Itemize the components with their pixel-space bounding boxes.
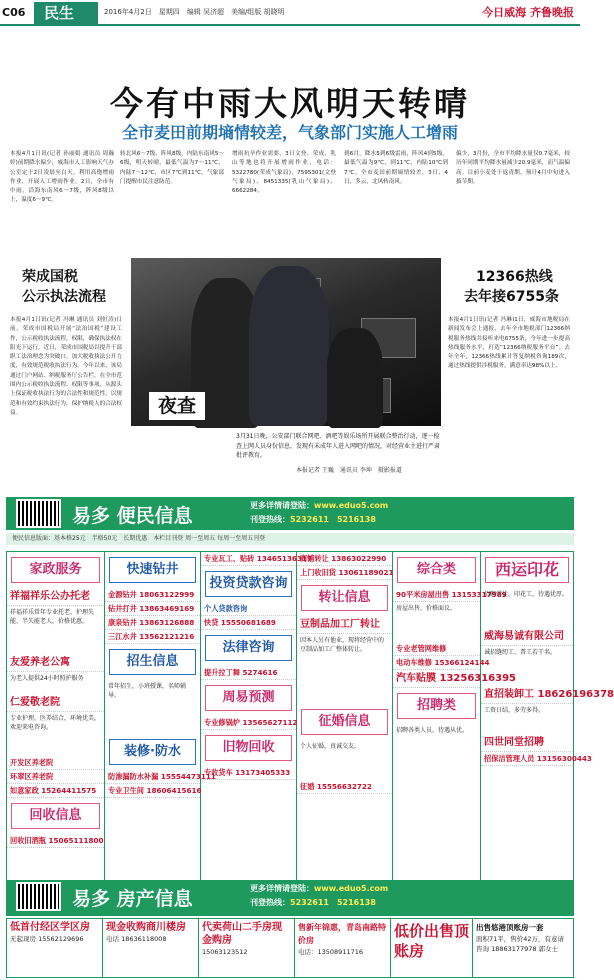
right-story-title-2: 去年接6755条: [464, 289, 559, 305]
ad-column-6: [481, 552, 614, 908]
housing-ad-title: 低价出售顶账房: [394, 922, 470, 960]
phone-label: 刊登热线：: [250, 898, 290, 907]
housing-ad-title: 低首付经区学区房: [10, 922, 90, 933]
housing-ad-detail: 15063123512: [202, 948, 248, 956]
ad-item-detail: 诚招缝纫工、普工若干名。: [484, 649, 557, 656]
housing-ad-title: 现金收购商川楼房: [106, 922, 186, 933]
category-drilling: 快速钻井: [109, 557, 196, 583]
ad-column-1: [7, 552, 105, 908]
ad-item-detail: 房屋出售，价格面议。: [396, 605, 457, 612]
ad-column-2: [105, 552, 216, 908]
ad-item-detail: 常年招生，小班授课，名师辅导。: [108, 683, 187, 699]
phone-number: 5232611 5216138: [290, 898, 376, 907]
page-header: [0, 0, 580, 26]
category-forecast: 周易预测: [205, 685, 292, 711]
ad-item: 如意家政 15264411575: [7, 784, 104, 798]
ad-item: 祥福祥乐公办托老: [7, 588, 104, 606]
ad-item: 钻井打井 13863469169: [105, 602, 200, 616]
qr-code-icon: [16, 499, 61, 528]
ad-item: 专业瓦工、贴砖 13465136317: [201, 552, 296, 566]
ad-item-detail: 个人征婚，真诚交友。: [300, 743, 361, 750]
housing-ad: [103, 919, 199, 977]
ad-item: 专业卫生间 18606415616: [105, 784, 200, 798]
photo-officer-figure: [249, 266, 329, 426]
right-story-title-1: 12366热线: [476, 269, 553, 285]
more-info-label: 更多详情请登陆：: [250, 884, 314, 893]
classified-banner: [6, 497, 574, 530]
housing-ad-detail: 无起现房 15562129696: [10, 935, 84, 943]
housing-contact: [250, 882, 388, 910]
ad-item-detail: 招聘各类人员，待遇从优。: [396, 727, 469, 734]
ad-item: 专收货车 13173405333: [201, 766, 296, 780]
ad-item: 威海易诚有限公司: [481, 628, 573, 646]
housing-ad-title: 代卖荷山二手房现金购房: [202, 922, 282, 946]
ad-item: 豆制品加工厂转让: [297, 616, 392, 634]
housing-banner: [6, 880, 574, 916]
news-photo: [131, 258, 441, 426]
ad-item: 上门收旧货 13061189021: [297, 566, 392, 580]
ad-column-3: [201, 552, 312, 908]
ad-item-detail: 为老人提供24小时照护服务: [10, 675, 84, 682]
sub-headline: 全市麦田前期墒情较差，气象部门实施人工增雨: [121, 123, 458, 142]
category-general: 综合类: [397, 557, 476, 583]
ad-item: 90平米房屋出售 13153317989: [393, 588, 480, 602]
category-enrollment: 招生信息: [109, 649, 196, 675]
housing-ad-detail: 电话 18636118008: [106, 935, 167, 943]
category-used-goods: 旧物回收: [205, 735, 292, 761]
category-matchmaking: 征婚信息: [301, 709, 388, 735]
photo-caption: 3月31日晚，公安部门联合网吧、酒吧等娱乐场所开展联合整治行动，逐一检查上网人员身份信息，发现有未成年人进入网吧的情况，对经营业主进行严肃批评教育。: [236, 433, 441, 459]
ad-item-detail: 招聘学徒、印花工，待遇优厚。: [484, 591, 569, 598]
main-headline: 今有中雨大风明天转晴: [110, 84, 470, 123]
qr-code-icon: [16, 882, 61, 911]
phone-label: 刊登热线：: [250, 515, 290, 524]
issue-meta: 2016年4月2日 星期四 编辑 吴济超 美编/组版 胡晓明: [104, 8, 285, 16]
ad-item: 商铺转让 13863022990: [297, 552, 392, 566]
housing-ad: [7, 919, 103, 977]
ad-item-detail: 专业护理，医养结合，环境优美，欢迎来电咨询。: [10, 715, 101, 731]
ad-item: 专业老管网维修: [393, 642, 480, 656]
housing-ad: [199, 919, 295, 977]
ad-item: 电动车维修 15366124144: [393, 656, 480, 670]
category-recruitment: 招聘类: [397, 693, 476, 719]
category-legal: 法律咨询: [205, 635, 292, 661]
classified-contact: [250, 499, 388, 527]
photo-label: 夜查: [149, 392, 205, 420]
ad-item: 开发区养老院: [7, 756, 104, 770]
category-transfer: 转让信息: [301, 585, 388, 611]
category-recycling: 回收信息: [11, 803, 100, 829]
left-story-title-1: 荣成国税: [22, 269, 78, 285]
ad-item: 康泉钻井 13863126888: [105, 616, 200, 630]
ad-item-detail: 祥福祥乐常年专业托老，护理失能、半失能老人，价格优惠。: [10, 609, 95, 625]
more-info-label: 更多详情请登陆：: [250, 501, 314, 510]
housing-ad-title: 出售悠港顶账房一套: [476, 923, 544, 932]
housing-title: 易多 房产信息: [72, 888, 193, 910]
ad-item: 提升拉丁舞 5274616: [201, 666, 296, 680]
ad-item: 回收旧酒瓶 15065111800: [7, 834, 104, 848]
category-housekeeping: 家政服务: [11, 557, 100, 583]
ad-item: 直招装卸工 18626196378: [481, 686, 573, 704]
article-column-1: 本报4月1日讯(记者 孙丽娟 通讯员 周瀚婷)前期降水偏少，威海市人工影响天气办公室定于2日凌晨至白天，利用高炮增雨作业，开展人工增雨作业。2日，全市有中雨，沿海东南风6～7级，阵风8级以上，温度6～9℃。: [10, 151, 114, 204]
website-link[interactable]: www.eduo5.com: [314, 884, 389, 893]
ad-item: 征婚 15556632722: [297, 780, 392, 794]
newspaper-brand: 今日威海 齐鲁晚报: [482, 6, 574, 19]
classified-title: 易多 便民信息: [72, 505, 193, 527]
ad-item: 快贷 15550681689: [201, 616, 296, 630]
website-link[interactable]: www.eduo5.com: [314, 501, 389, 510]
ad-item: 环翠区养老院: [7, 770, 104, 784]
category-loans: 投资贷款咨询: [205, 571, 292, 597]
article-column-2: 转北风6～7级，阵风8级，内陆东南风5～6级，明天转晴，最低气温为7～11℃，内陆7～12℃，市区7℃到11℃。气象部门提醒市民注意防范。: [120, 151, 224, 185]
housing-ad-detail: 电话：13508911716: [298, 948, 363, 956]
ad-item: 金源钻井 18063122999: [105, 588, 200, 602]
ad-item-detail: 因本人另有他业，现将经营中的豆制品加工厂整体转让。: [300, 637, 385, 653]
phone-number: 5232611 5216138: [290, 515, 376, 524]
category-renovation: 装修·防水: [109, 739, 196, 765]
housing-ads: [6, 918, 574, 978]
price-strip: 便民信息版面：基本格25元 半格50元 长期优惠 本栏目刊登 周一至周五 每周一至周五刊登: [6, 533, 574, 545]
left-story-title-2: 公示执法流程: [22, 289, 106, 305]
ad-item: 友爱养老公寓: [7, 654, 104, 672]
article-column-3: 增雨抗旱作业需要，3日文登、荣成、乳山等地也将开展增雨作业，电话：5322780(荣成气象局)、7595301(文登气象局)、8451335(乳山气象局)、6662284。: [232, 151, 336, 195]
ad-column-4: [297, 552, 393, 908]
ad-item: 招保洁管理人员 13156300443: [481, 752, 573, 766]
ad-item: 个人贷款咨询: [201, 602, 296, 616]
ad-item: 防渗漏防水补漏 15554473111: [105, 770, 200, 784]
housing-ad-detail: 面积71平，售价42万，有意请咨询 18863177978 郭女士: [476, 935, 565, 953]
housing-ad: [295, 919, 391, 977]
housing-ad-title: 售新年锦惠，青岛南路特价房: [298, 923, 386, 945]
ad-item: 专业修锅炉 13565627112: [201, 716, 296, 730]
ad-item: 汽车贴膜 13256316395: [393, 670, 480, 688]
ad-item: 四世同堂招聘: [481, 734, 573, 752]
ad-item: 仁爱敬老院: [7, 694, 104, 712]
right-story-body: 本报4月1日讯(记者 冯琳)1日，威海市地税局在新闻发布会上通报，去年全市地税部门12366纳税服务热线共接听来电6755条，今年进一步提高热线服务水平，打造“12366纳税服务平台”。去年全年，12366热线累计答复纳税咨询189次，通过热线提供涉税服务，满意率达98%以上。: [448, 317, 570, 370]
page-number: C06: [2, 6, 26, 19]
article-column-4: 到6月，降水5到6级雷雨，阵风4到5级。最低气温为9℃，到11℃，内陆10℃到7℃。全市麦田前期墒情较差，3日、4日，多云，北风转南风。: [344, 151, 448, 185]
housing-ad: [473, 919, 573, 977]
section-label: 民生: [34, 2, 98, 24]
article-column-5: 偏少，3月份，全市平均降水量仅0.7毫米，较历年同期平均降水量减少20.9毫米，而气温偏高。目前小麦处于返青期，预计4月中旬进入拔节期。: [456, 151, 570, 185]
classified-ads-grid: [6, 551, 614, 909]
housing-ad: [391, 919, 473, 977]
photo-person-figure: [327, 328, 383, 428]
ad-item-detail: 工资日结，多劳多得。: [484, 707, 545, 714]
photo-credit: 本报记者 王巍 通讯员 李坤 摄影报道: [296, 467, 402, 474]
ad-item: 三江水井 13562121216: [105, 630, 200, 644]
left-story-body: 本报4月1日讯(记者 冯琳 通讯员 刘恒涛)日前，荣成市国税局开展“法治国税”建设工作，公示税收执法流程，权限，确保执法权在阳光下运行。近日，荣成市国税局以提升干部职工法治理念为突破口，加大税收执法公开力度，有效规范税收执法行为。今年以来，该局通过门户网站、纳税服务厅公告栏，在全市范围内公示税收执法流程、权限等事项，从源头上保证税收执法行为的合法性和规范性，以规范和有效约束执法行为，保护纳税人的合法权益。: [10, 317, 122, 416]
category-printing: 西运印花: [485, 557, 569, 583]
